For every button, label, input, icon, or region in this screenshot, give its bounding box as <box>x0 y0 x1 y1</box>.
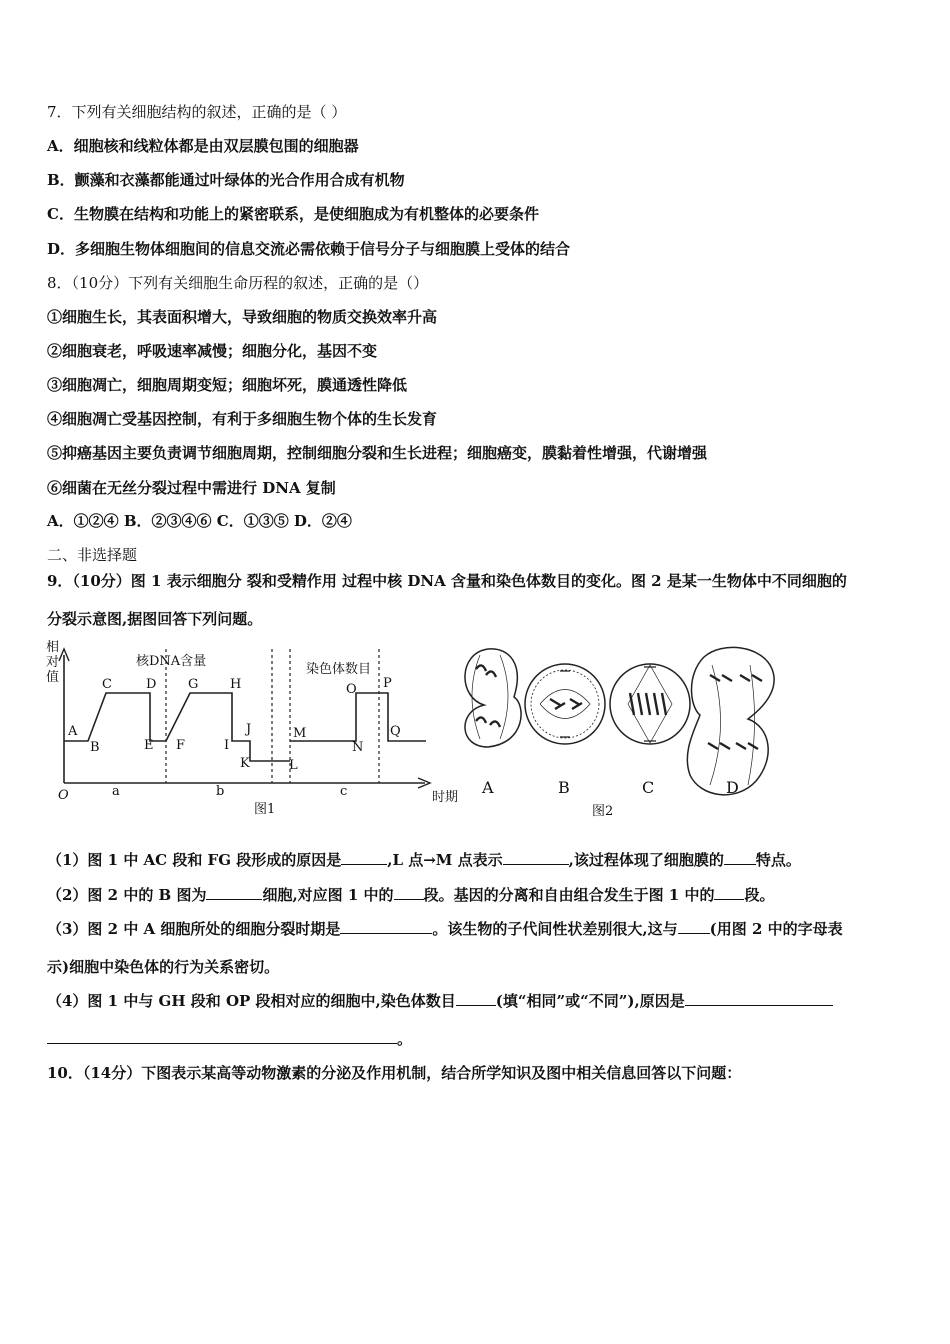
cell-b-drawing <box>525 664 605 744</box>
q9-sub2-blank-1[interactable] <box>206 885 262 900</box>
origin-label: O <box>58 788 69 803</box>
figure2-labels <box>481 778 739 819</box>
figures <box>40 635 910 825</box>
x-axis-label: 时期 <box>432 790 459 805</box>
q9-sub3-text-a: （3）图 2 中 A 细胞所处的细胞分裂时期是 <box>47 920 341 938</box>
q8-statement-3: ③细胞凋亡，细胞周期变短；细胞坏死，膜通透性降低 <box>47 376 408 394</box>
q9-sub4-text-b: (填“相同”或“不同”),原因是 <box>495 992 685 1010</box>
q9-sub2-text-d: 段。 <box>744 886 775 904</box>
q9-sub3-text-c: (用图 2 中的字母表 <box>709 920 843 938</box>
q9-sub4-blank-2[interactable] <box>685 991 833 1006</box>
q9-sub1-text-c: ,该过程体现了细胞膜的 <box>568 851 724 869</box>
q7-option-a: A．细胞核和线粒体都是由双层膜包围的细胞器 <box>47 137 359 155</box>
point-q: Q <box>390 724 401 739</box>
point-a: A <box>68 724 78 739</box>
point-c: C <box>102 677 112 692</box>
q9-sub4-end: 。 <box>397 1030 413 1048</box>
q9-stem-line1 <box>47 571 847 591</box>
cell-d-drawing <box>687 647 774 794</box>
cell-c-label: C <box>642 778 655 797</box>
q9-sub2 <box>47 885 774 905</box>
dna-title: 核DNA含量 <box>136 654 207 669</box>
point-n: N <box>352 740 364 755</box>
q9-sub2-text-c: 段。基因的分离和自由组合发生于图 1 中的 <box>423 886 715 904</box>
y-axis-label-3: 值 <box>46 670 60 685</box>
q9-sub1-blank-2[interactable] <box>503 850 569 865</box>
point-p: P <box>383 676 392 691</box>
q8-statement-2: ②细胞衰老，呼吸速率减慢；细胞分化，基因不变 <box>47 342 378 360</box>
q7-option-d: D．多细胞生物体细胞间的信息交流必需依赖于信号分子与细胞膜上受体的结合 <box>47 240 571 258</box>
q9-sub1-text-b: ,L 点→M 点表示 <box>387 851 503 869</box>
q10-stem <box>47 1063 741 1083</box>
stage-c: c <box>340 784 348 799</box>
q9-stem-text: 9．（10分）图 1 表示细胞分 裂和受精作用 过程中核 DNA 含量和染色体数目的变化。图 2 是某一生物体中不同细胞的 <box>47 572 847 590</box>
q8-stem: 8．（10分）下列有关细胞生命历程的叙述，正确的是（） <box>47 274 429 292</box>
section-heading: 二、非选择题 <box>47 546 138 564</box>
cell-c-drawing <box>610 664 690 744</box>
q9-stem-line2: 分裂示意图,据图回答下列问题。 <box>47 610 263 628</box>
point-b: B <box>90 740 100 755</box>
cell-a-drawing <box>465 649 521 747</box>
q9-sub2-blank-3[interactable] <box>714 885 744 900</box>
q8-statement-4: ④细胞凋亡受基因控制，有利于多细胞生物个体的生长发育 <box>47 410 438 428</box>
point-f: F <box>176 738 186 753</box>
q9-sub3 <box>47 919 843 939</box>
point-e: E <box>144 738 154 753</box>
point-g: G <box>188 677 199 692</box>
q9-sub4-blank-3[interactable] <box>47 1029 397 1044</box>
y-axis-label-2: 对 <box>46 655 60 670</box>
figure1-labels <box>46 639 458 817</box>
point-o: O <box>346 682 357 697</box>
q10-stem-text: 10．（14分）下图表示某高等动物激素的分泌及作用机制，结合所学知识及图中相关信息回答以下问题： <box>47 1064 742 1082</box>
q8-statement-5: ⑤抑癌基因主要负责调节细胞周期，控制细胞分裂和生长进程；细胞癌变，膜黏着性增强，代谢增强 <box>47 444 708 462</box>
point-d: D <box>146 677 157 692</box>
q9-sub2-text-a: （2）图 2 中的 B 图为 <box>47 886 207 904</box>
q9-sub3-blank-1[interactable] <box>340 919 432 934</box>
q9-sub1 <box>47 850 801 870</box>
cell-b-label: B <box>558 778 570 797</box>
q8-statement-1: ①细胞生长，其表面积增大，导致细胞的物质交换效率升高 <box>47 308 438 326</box>
q9-sub2-blank-2[interactable] <box>394 885 424 900</box>
point-m: M <box>293 726 307 741</box>
stage-b: b <box>216 784 225 799</box>
q9-sub4-line2 <box>47 1029 412 1049</box>
q9-sub1-blank-3[interactable] <box>724 850 756 865</box>
figure1-caption: 图1 <box>254 802 276 817</box>
q9-sub3-text-b: 。该生物的子代间性状差别很大,这与 <box>432 920 678 938</box>
point-j: J <box>246 722 252 737</box>
chromosome-title: 染色体数目 <box>306 662 372 677</box>
q9-sub1-text-d: 特点。 <box>755 851 801 869</box>
q9-sub4 <box>47 991 833 1011</box>
q7-option-b: B．颤藻和衣藻都能通过叶绿体的光合作用合成有机物 <box>47 171 405 189</box>
q9-sub4-text-a: （4）图 1 中与 GH 段和 OP 段相对应的细胞中,染色体数目 <box>47 992 456 1010</box>
q9-sub3-blank-2[interactable] <box>678 919 710 934</box>
q7-option-c: C．生物膜在结构和功能上的紧密联系，是使细胞成为有机整体的必要条件 <box>47 205 539 223</box>
figure2-caption: 图2 <box>592 804 614 819</box>
point-i: I <box>224 738 230 753</box>
figure2-cells <box>465 647 774 794</box>
q8-statement-6: ⑥细菌在无丝分裂过程中需进行 DNA 复制 <box>47 479 336 497</box>
y-axis-label-1: 相 <box>46 640 60 655</box>
q9-sub4-blank-1[interactable] <box>456 991 496 1006</box>
q7-stem: 7．下列有关细胞结构的叙述，正确的是（ ） <box>47 103 347 121</box>
cell-d-label: D <box>726 778 739 797</box>
q9-sub3-line2: 示)细胞中染色体的行为关系密切。 <box>47 958 280 976</box>
q9-sub2-text-b: 细胞,对应图 1 中的 <box>262 886 394 904</box>
cell-a-label: A <box>482 778 494 797</box>
point-h: H <box>230 677 242 692</box>
point-l: L <box>289 758 298 773</box>
stage-a: a <box>112 784 120 799</box>
chromosome-curve <box>290 693 426 741</box>
q8-choices: A．①②④ B．②③④⑥ C．①③⑤ D．②④ <box>47 512 352 530</box>
q9-sub1-text-a: （1）图 1 中 AC 段和 FG 段形成的原因是 <box>47 851 342 869</box>
q9-sub1-blank-1[interactable] <box>341 850 387 865</box>
point-k: K <box>240 756 250 771</box>
